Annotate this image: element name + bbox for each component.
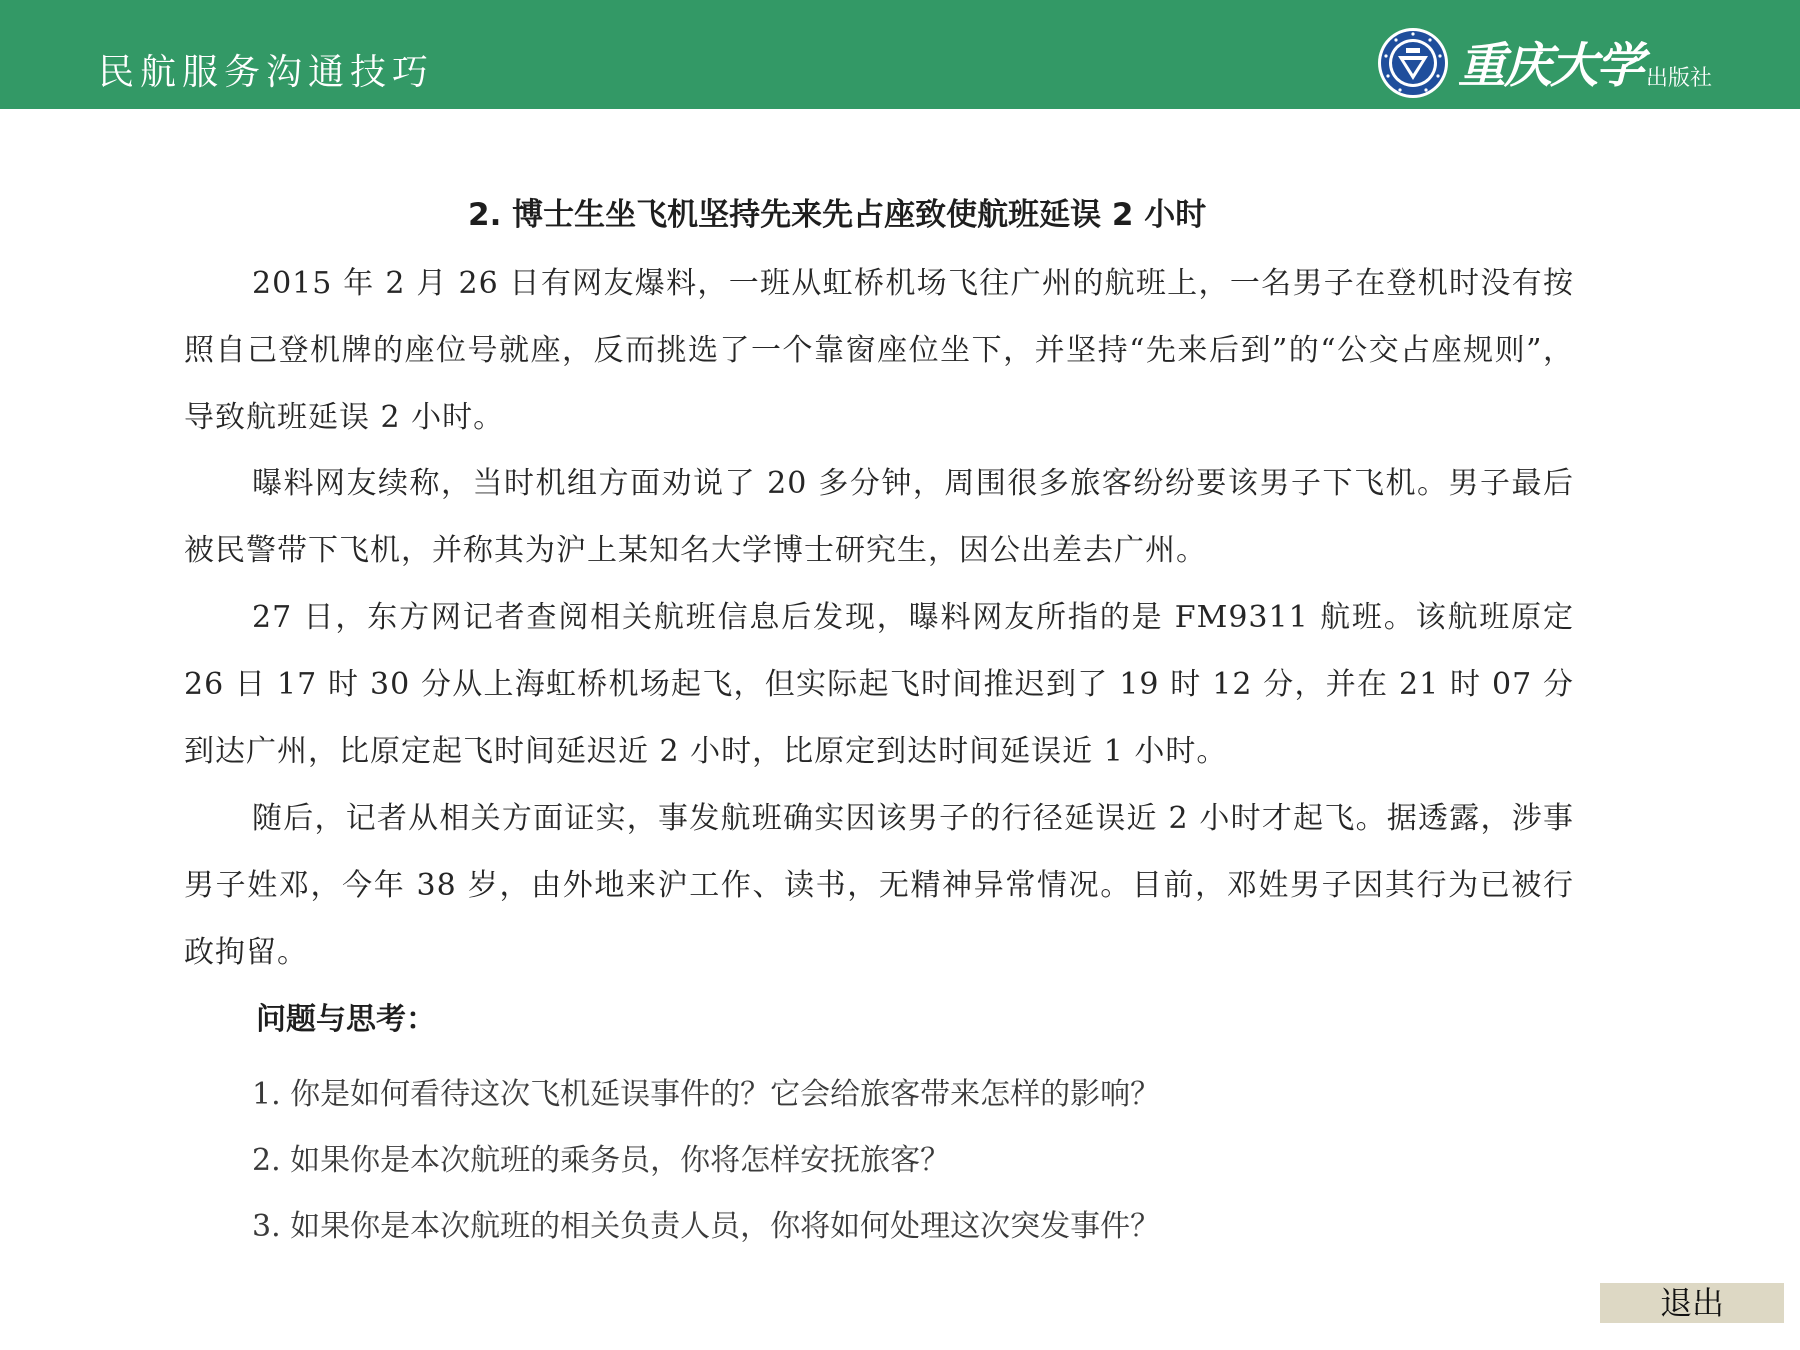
case-title: 2. 博士生坐飞机坚持先来先占座致使航班延误 2 小时 xyxy=(468,197,1207,233)
publisher-logo xyxy=(1376,24,1712,100)
article-paragraph-3: 27 日，东方网记者查阅相关航班信息后发现，曝料网友所指的是 FM9311 航班。该航班原定 26 日 17 时 30 分从上海虹桥机场起飞，但实际起飞时间推迟到了 19 时 12 分，并在 21 时 07 分到达广州，比原定起飞时间延迟近 2 小时，比原定到达时间延误近 1 小时。 xyxy=(184,600,1574,769)
university-seal-icon xyxy=(1376,26,1450,100)
questions-heading: 问题与思考： xyxy=(256,1002,436,1037)
publisher-suffix: 出版社 xyxy=(1646,66,1713,91)
article-paragraph-4: 随后，记者从相关方面证实，事发航班确实因该男子的行径延误近 2 小时才起飞。据透露，涉事男子姓邓，今年 38 岁，由外地来沪工作、读书，无精神异常情况。目前，邓姓男子因其行为已被行政拘留。 xyxy=(184,801,1574,970)
question-item-2: 2. 如果你是本次航班的乘务员，你将怎样安抚旅客？ xyxy=(252,1143,951,1178)
publisher-name: 重庆大学 xyxy=(1458,38,1643,94)
question-item-1: 1. 你是如何看待这次飞机延误事件的？它会给旅客带来怎样的影响？ xyxy=(252,1077,1161,1112)
exit-button[interactable]: 退出 xyxy=(1600,1283,1784,1323)
article-paragraph-2: 曝料网友续称，当时机组方面劝说了 20 多分钟，周围很多旅客纷纷要该男子下飞机。男子最后被民警带下飞机，并称其为沪上某知名大学博士研究生，因公出差去广州。 xyxy=(184,466,1574,568)
article-paragraph-1: 2015 年 2 月 26 日有网友爆料，一班从虹桥机场飞往广州的航班上，一名男子在登机时没有按照自己登机牌的座位号就座，反而挑选了一个靠窗座位坐下，并坚持“先来后到”的“公交占座规则”，导致航班延误 2 小时。 xyxy=(184,266,1574,435)
question-item-3: 3. 如果你是本次航班的相关负责人员，你将如何处理这次突发事件？ xyxy=(252,1209,1161,1244)
questions-list xyxy=(252,1062,1160,1260)
course-title: 民航服务沟通技巧 xyxy=(98,52,435,93)
header-bar xyxy=(0,0,1800,109)
